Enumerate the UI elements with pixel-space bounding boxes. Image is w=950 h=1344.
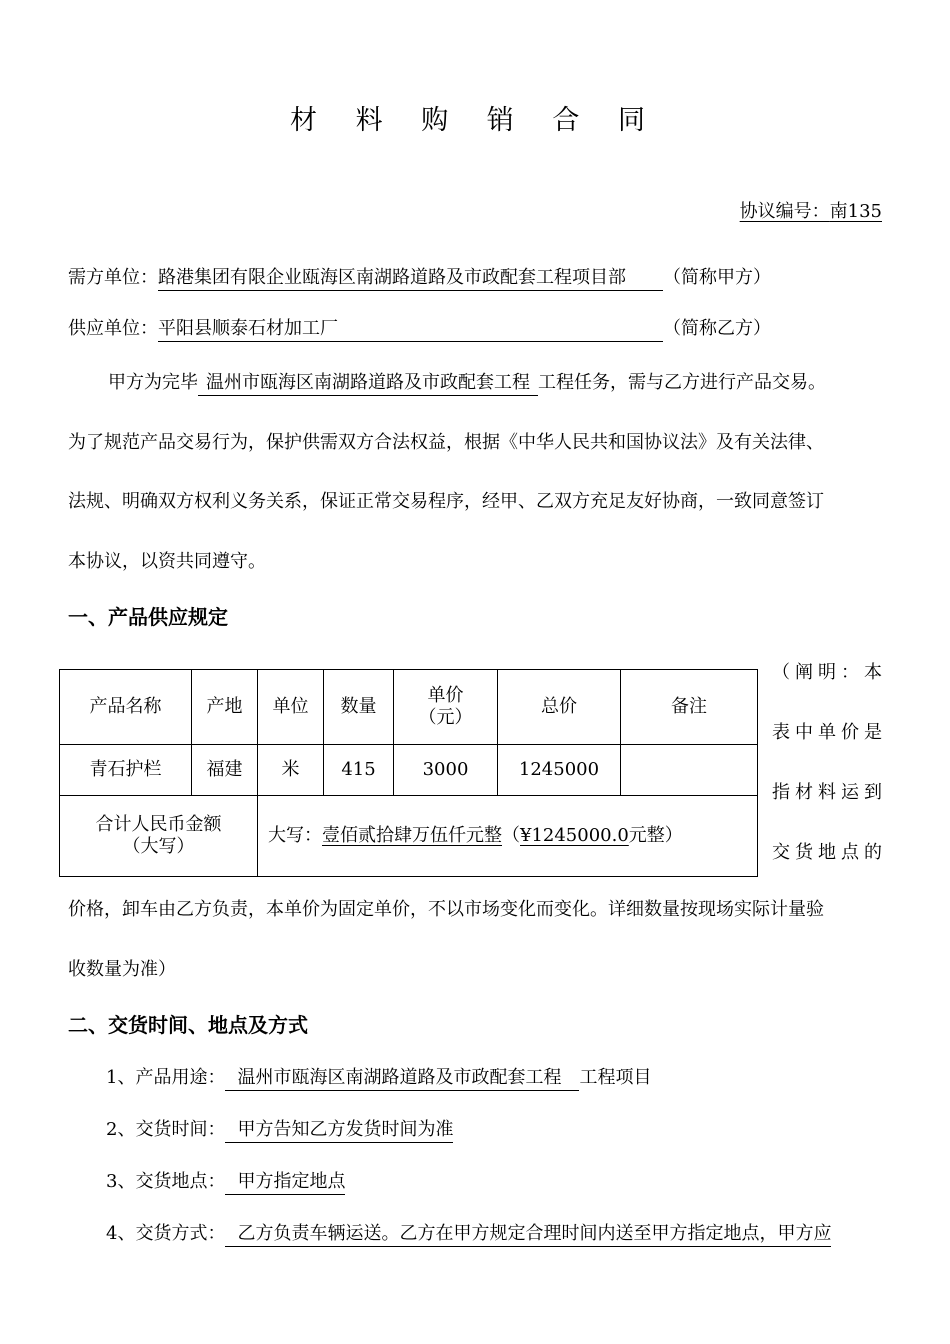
cell-remark (621, 745, 758, 796)
buyer-label: 需方单位： (68, 267, 158, 288)
sum-number: ¥1245000.0 (520, 825, 629, 846)
table-row (60, 745, 758, 796)
agreement-number-label: 协议编号： (739, 201, 830, 222)
note-continuation-2: 收数量为准） (68, 959, 176, 980)
intro-line-4: 本协议，以资共同遵守。 (68, 551, 266, 572)
header-quantity: 数量 (324, 670, 394, 745)
item-delivery-place: 3、交货地点： 甲方指定地点 (106, 1170, 345, 1195)
intro-suffix: 工程任务，需与乙方进行产品交易。 (538, 372, 826, 393)
header-origin: 产地 (192, 670, 258, 745)
item-usage: 1、产品用途： 温州市瓯海区南湖路道路及市政配套工程 工程项目 (106, 1066, 651, 1091)
note-line-3: 指材料运到 (772, 782, 882, 803)
note-line-1: （阐明：本 (772, 662, 882, 683)
product-table (59, 669, 758, 877)
agreement-number-value: 南135 (829, 201, 882, 222)
header-unit-price: 单价 （元） (394, 670, 498, 745)
note-continuation-1: 价格，卸车由乙方负责，本单价为固定单价，不以市场变化而变化。详细数量按现场实际计量验 (68, 899, 824, 920)
sum-amount: 大写：壹佰贰拾肆万伍仟元整（¥1245000.0元整） (258, 796, 758, 877)
section-2-title: 二、交货时间、地点及方式 (68, 1013, 308, 1037)
intro-line-2: 为了规范产品交易行为，保护供需双方合法权益，根据《中华人民共和国协议法》及有关法律、 (68, 432, 824, 453)
cell-total: 1245000 (498, 745, 621, 796)
cell-unit: 米 (258, 745, 324, 796)
intro-project: 温州市瓯海区南湖路道路及市政配套工程 (198, 371, 538, 396)
table-header-row (60, 670, 758, 745)
buyer-line (68, 266, 771, 291)
supplier-label: 供应单位： (68, 318, 158, 339)
supplier-suffix: （简称乙方） (663, 318, 771, 339)
note-line-2: 表中单价是 (772, 722, 882, 743)
intro-line-1 (108, 371, 826, 396)
header-remark: 备注 (621, 670, 758, 745)
item-delivery-method: 4、交货方式： 乙方负责车辆运送。乙方在甲方规定合理时间内送至甲方指定地点，甲方应 (106, 1222, 831, 1247)
intro-prefix: 甲方为完毕 (108, 372, 198, 393)
header-unit: 单位 (258, 670, 324, 745)
sum-words: 壹佰贰拾肆万伍仟元整 (322, 825, 502, 846)
document-title: 材 料 购 销 合 同 (290, 105, 660, 136)
header-product-name: 产品名称 (60, 670, 192, 745)
buyer-suffix: （简称甲方） (663, 267, 771, 288)
note-line-4: 交货地点的 (772, 842, 882, 863)
supplier-line (68, 317, 771, 342)
agreement-number (740, 200, 882, 224)
section-1-title: 一、产品供应规定 (68, 605, 228, 629)
supplier-value: 平阳县顺泰石材加工厂 (158, 317, 663, 342)
cell-unit-price: 3000 (394, 745, 498, 796)
buyer-value: 路港集团有限企业瓯海区南湖路道路及市政配套工程项目部 (158, 266, 663, 291)
item-delivery-time: 2、交货时间： 甲方告知乙方发货时间为准 (106, 1118, 453, 1143)
intro-line-3: 法规、明确双方权利义务关系，保证正常交易程序，经甲、乙双方充足友好协商，一致同意签订 (68, 491, 824, 512)
cell-origin: 福建 (192, 745, 258, 796)
table-sum-row (60, 796, 758, 877)
cell-product-name: 青石护栏 (60, 745, 192, 796)
cell-quantity: 415 (324, 745, 394, 796)
header-total: 总价 (498, 670, 621, 745)
sum-label: 合计人民币金额 （大写） (60, 796, 258, 877)
